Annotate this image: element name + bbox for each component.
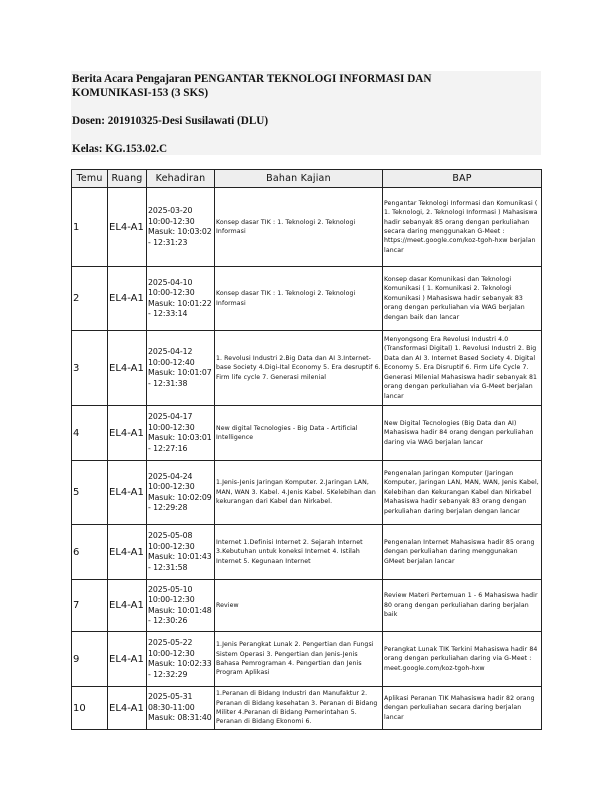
title-line-1: Berita Acara Pengajaran PENGANTAR TEKNOLOGI INFORMASI DAN [72, 73, 432, 85]
meeting-number: 3 [72, 331, 108, 406]
attendance-check-in: Masuk: 10:01:43 - 12:31:58 [148, 552, 212, 572]
header-temu: Temu [72, 170, 108, 188]
attendance-date: 2025-05-31 [148, 692, 193, 702]
attendance-check-in: Masuk: 10:01:22 - 12:33:14 [148, 298, 212, 318]
attendance [147, 267, 215, 331]
attendance-time: 08:30-11:00 [148, 702, 195, 712]
room: EL4-A1 [108, 461, 147, 525]
attendance [147, 525, 215, 580]
attendance [147, 331, 215, 406]
attendance-date: 2025-04-17 [148, 412, 193, 421]
bap-notes: Review Materi Pertemuan 1 - 6 Mahasiswa hadir 80 orang dengan perkuliahan daring berjalan baik [383, 580, 542, 632]
attendance-time: 10:00-12:30 [148, 595, 195, 604]
meeting-number: 6 [72, 525, 108, 580]
header-kehadiran: Kehadiran [147, 170, 215, 188]
title-line-2: KOMUNIKASI-153 (3 SKS) [72, 87, 209, 99]
attendance-check-in: Masuk: 10:03:01 - 12:27:16 [148, 433, 212, 453]
table-row [72, 267, 542, 331]
attendance [147, 580, 215, 632]
room: EL4-A1 [108, 687, 147, 730]
bap-notes: Aplikasi Peranan TIK Mahasiswa hadir 82 orang dengan perkuliahan secara daring berjalan lancar [383, 687, 542, 730]
course-topic: Konsep dasar TIK : 1. Teknologi 2. Teknologi Informasi [215, 267, 383, 331]
meeting-number: 4 [72, 406, 108, 461]
attendance-time: 10:00-12:30 [148, 482, 195, 491]
table-row [72, 580, 542, 632]
attendance-time: 10:00-12:30 [148, 216, 195, 226]
room: EL4-A1 [108, 525, 147, 580]
attendance-date: 2025-05-22 [148, 638, 193, 647]
course-topic: 1.Jenis-Jenis Jaringan Komputer. 2.Jaringan LAN, MAN, WAN 3. Kabel. 4.Jenis Kabel. 5Kelebihan dan kekurangan dari Kabel dan Nirkabel. [215, 461, 383, 525]
table-header-row [72, 170, 542, 188]
course-topic: Review [215, 580, 383, 632]
table-row [72, 687, 542, 730]
attendance-date: 2025-05-08 [148, 531, 193, 540]
meeting-number: 10 [72, 687, 108, 730]
document-header [71, 71, 541, 155]
bap-notes: Perangkat Lunak TIK Terkini Mahasiswa hadir 84 orang dengan perkuliahan daring via G-Meet : meet.google.com/koz-tgoh-hxw [383, 632, 542, 687]
table-row [72, 188, 542, 267]
attendance-check-in: Masuk: 10:01:07 - 12:31:38 [148, 368, 212, 388]
class-line: Kelas: KG.153.02.C [72, 143, 168, 155]
course-topic: 1.Jenis Perangkat Lunak 2. Pengertian dan Fungsi Sistem Operasi 3. Pengertian dan Jenis-Jenis Bahasa Pemrograman 4. Pengertian dan Jenis Program Aplikasi [215, 632, 383, 687]
bap-notes: Konsep dasar Komunikasi dan Teknologi Komunikasi ( 1. Komunikasi 2. Teknologi Komunikasi ) Mahasiswa hadir sebanyak 83 orang dengan perkuliahan via WAG berjalan dengan baik dan lancar [383, 267, 542, 331]
attendance-date: 2025-04-12 [148, 347, 193, 356]
course-topic: 1.Peranan di Bidang Industri dan Manufaktur 2. Peranan di Bidang kesehatan 3. Peranan di Bidang Militer 4.Peranan di Bidang Pemerintahan 5. Peranan di Bidang Ekonomi 6. [215, 687, 383, 730]
table-row [72, 406, 542, 461]
attendance-check-in: Masuk: 10:02:09 - 12:29:28 [148, 492, 212, 512]
room: EL4-A1 [108, 267, 147, 331]
room: EL4-A1 [108, 632, 147, 687]
bap-notes: Pengenalan Internet Mahasiswa hadir 85 orang dengan perkuliahan daring menggunakan GMeet berjalan lancar [383, 525, 542, 580]
header-ruang: Ruang [108, 170, 147, 188]
attendance-check-in: Masuk: 10:03:02 - 12:31:23 [148, 227, 212, 247]
bap-notes: Menyongsong Era Revolusi Industri 4.0 (Transformasi Digital) 1. Revolusi Industri 2. Big Data dan AI 3. Internet Based Society 4. Digital Economy 5. Era Disruptif 6. Firm Life Cycle 7. Generasi Milenial Mahasiswa hadir sebanyak 81 orang dengan perkuliahan via G-Meet berjalan lancar [383, 331, 542, 406]
attendance [147, 687, 215, 730]
attendance [147, 188, 215, 267]
attendance-check-in: Masuk: 10:02:33 - 12:32:29 [148, 659, 212, 679]
bap-notes: Pengenalan Jaringan Komputer (Jaringan Komputer, Jaringan LAN, MAN, WAN, Jenis Kabel, Kelebihan dan Kekurangan Kabel dan Nirkabel Mahasiswa hadir sebanyak 83 orang dengan perkuliahan daring berjalan dengan lancar [383, 461, 542, 525]
room: EL4-A1 [108, 188, 147, 267]
attendance-date: 2025-04-10 [148, 277, 193, 287]
teaching-record-table [71, 169, 542, 730]
attendance-date: 2025-05-10 [148, 584, 193, 594]
table-row [72, 331, 542, 406]
room: EL4-A1 [108, 331, 147, 406]
attendance-check-in: Masuk: 10:01:48 - 12:30:26 [148, 605, 212, 625]
room: EL4-A1 [108, 406, 147, 461]
meeting-number: 7 [72, 580, 108, 632]
meeting-number: 2 [72, 267, 108, 331]
attendance-date: 2025-03-20 [148, 206, 193, 215]
attendance-time: 10:00-12:40 [148, 357, 195, 367]
course-topic: Internet 1.Definisi Internet 2. Sejarah Internet 3.Kebutuhan untuk koneksi Internet 4. Istilah Internet 5. Kegunaan Internet [215, 525, 383, 580]
meeting-number: 1 [72, 188, 108, 267]
header-bahan-kajian: Bahan Kajian [215, 170, 383, 188]
attendance [147, 632, 215, 687]
meeting-number: 5 [72, 461, 108, 525]
attendance-date: 2025-04-24 [148, 471, 193, 481]
meeting-number: 9 [72, 632, 108, 687]
attendance-time: 10:00-12:30 [148, 541, 195, 551]
attendance-time: 10:00-12:30 [148, 648, 195, 658]
attendance-check-in: Masuk: 08:31:40 [148, 713, 212, 723]
course-topic: Konsep dasar TIK : 1. Teknologi 2. Teknologi Informasi [215, 188, 383, 267]
table-row [72, 632, 542, 687]
attendance [147, 406, 215, 461]
bap-notes: Pengantar Teknologi Informasi dan Komunikasi ( 1. Teknologi, 2. Teknologi Informasi ) Mahasiswa hadir sebanyak 85 orang dengan perkuliahan secara daring menggunakan G-Meet : https://meet.google.com/koz-tgoh-hxw berjalan lancar [383, 188, 542, 267]
attendance-time: 10:00-12:30 [148, 422, 195, 432]
course-topic: New digital Tecnologies - Big Data - Artificial Intelligence [215, 406, 383, 461]
room: EL4-A1 [108, 580, 147, 632]
course-topic: 1. Revolusi Industri 2.Big Data dan AI 3.Internet-base Society 4.Digi-Ital Economy 5. Era desruptif 6. Firm life cycle 7. Generasi milenial [215, 331, 383, 406]
table-row [72, 525, 542, 580]
lecturer-line: Dosen: 201910325-Desi Susilawati (DLU) [72, 115, 269, 127]
header-bap: BAP [383, 170, 542, 188]
bap-notes: New Digital Tecnologies (Big Data dan AI) Mahasiswa hadir 84 orang dengan perkuliahan daring via WAG berjalan lancar [383, 406, 542, 461]
attendance [147, 461, 215, 525]
attendance-time: 10:00-12:30 [148, 288, 195, 297]
table-row [72, 461, 542, 525]
